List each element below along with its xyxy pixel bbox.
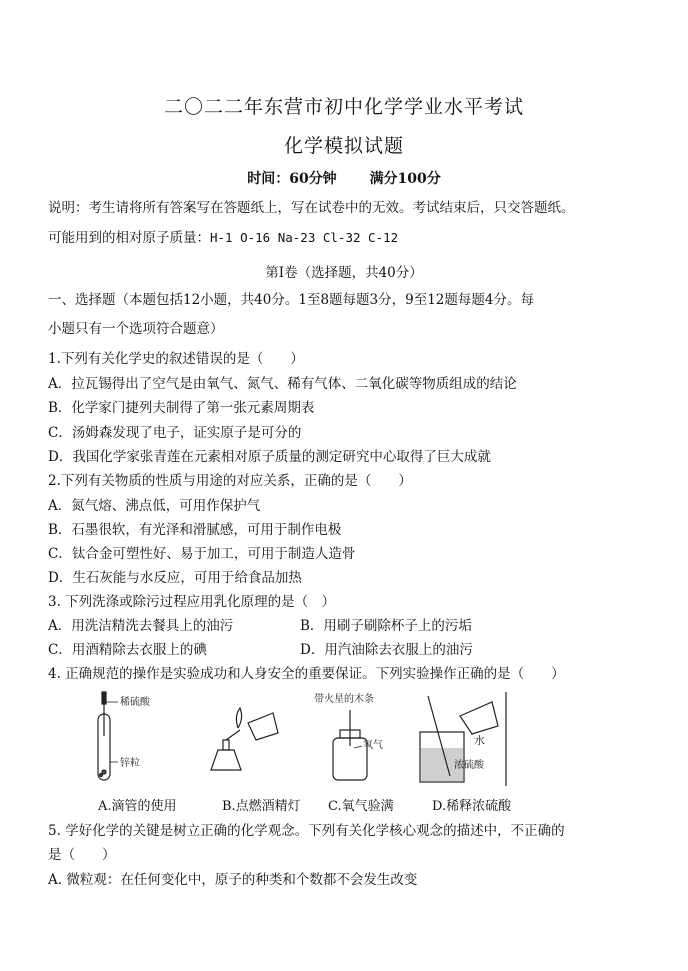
question-5-option-a: A. 微粒观：在任何变化中，原子的种类和个数都不会发生改变	[48, 872, 418, 888]
atomic-mass-line	[48, 229, 398, 247]
figure-c-oxygen-test	[333, 710, 367, 780]
lamp-flame-icon	[236, 708, 241, 728]
question-4-stem: 4. 正确规范的操作是实验成功和人身安全的重要保证。下列实验操作正确的是（ ）	[48, 666, 565, 682]
question-1-option-a: A．拉瓦锡得出了空气是由氧气、氮气、稀有气体、二氧化碳等物质组成的结论	[48, 376, 517, 392]
section-intro-line2: 小题只有一个选项符合题意）	[48, 321, 224, 337]
dropper-bulb	[102, 692, 106, 704]
lamp-lower-neck	[223, 740, 229, 750]
question-5-stem-line2: 是（ ）	[48, 847, 116, 863]
question-2-stem: 2.下列有关物质的性质与用途的对应关系，正确的是（ ）	[48, 473, 412, 489]
instruction-text: 说明：考生请将所有答案写在答题纸上，写在试卷中的无效。考试结束后，只交答题纸。	[48, 200, 575, 216]
lab-operations-figure	[88, 688, 518, 788]
label-water: 水	[474, 734, 485, 747]
atomic-mass-label: 可能用到的相对原子质量：	[48, 230, 210, 246]
lamp-upper-body	[248, 713, 278, 740]
zinc-granule	[100, 774, 103, 777]
label-concentrated-acid: 浓硫酸	[454, 760, 484, 771]
exam-time: 时间：60分钟	[247, 171, 337, 187]
figure-b-alcohol-lamps	[211, 708, 278, 770]
section-intro-line1: 一、选择题（本题包括12小题，共40分。1至8题每题3分，9至12题每题4分。每	[48, 292, 534, 308]
atomic-mass-values: H-1 O-16 Na-23 Cl-32 C-12	[210, 230, 399, 245]
zinc-granule	[102, 770, 106, 774]
question-5-stem-line1: 5. 学好化学的关键是树立正确的化学观念。下列有关化学核心观念的描述中，不正确的	[48, 823, 565, 839]
question-3-option-d: D．用汽油除去衣服上的油污	[300, 642, 473, 658]
exam-subtitle: 化学模拟试题	[283, 135, 404, 157]
label-zinc: 锌粒	[120, 758, 140, 769]
question-1-stem: 1.下列有关化学史的叙述错误的是（ ）	[48, 351, 304, 367]
pouring-cup	[460, 702, 498, 734]
question-2-option-a: A．氮气熔、沸点低，可用作保护气	[48, 498, 261, 514]
question-3-option-b: B．用刷子刷除杯子上的污垢	[300, 618, 472, 634]
question-2-option-c: C．钛合金可塑性好、易于加工，可用于制造人造骨	[48, 546, 356, 562]
figure-a-dropper-test-tube	[98, 692, 118, 780]
exam-title: 二〇二二年东营市初中化学学业水平考试	[163, 96, 524, 118]
question-1-option-d: D．我国化学家张青莲在元素相对原子质量的测定研究中心取得了巨大成就	[48, 449, 491, 465]
exam-score: 满分100分	[369, 171, 441, 187]
label-oxygen: 氧气	[363, 740, 383, 751]
question-3-option-a: A．用洗洁精洗去餐具上的油污	[48, 618, 234, 634]
label-dilute-sulfuric-acid: 稀硫酸	[120, 697, 150, 708]
part-heading: 第Ⅰ卷（选择题，共40分）	[265, 265, 423, 281]
figure-d-dilute-acid	[420, 692, 506, 786]
exam-time-score	[0, 168, 688, 188]
question-1-option-b: B．化学家门捷列夫制得了第一张元素周期表	[48, 400, 315, 416]
question-4-option-a: A.滴管的使用	[98, 799, 177, 814]
question-3-option-c: C．用酒精除去衣服上的碘	[48, 642, 207, 658]
question-4-option-d: D.稀释浓硫酸	[432, 799, 512, 814]
question-2-option-b: B．石墨很软，有光泽和滑腻感，可用于制作电极	[48, 522, 342, 538]
question-3-stem: 3. 下列洗涤或除污过程应用乳化原理的是（ ）	[48, 594, 336, 610]
question-1-option-c: C．汤姆森发现了电子，证实原子是可分的	[48, 425, 302, 441]
lamp-wick	[226, 730, 240, 740]
question-2-option-d: D．生石灰能与水反应，可用于给食品加热	[48, 570, 302, 586]
question-4-option-c: C.氧气验满	[328, 799, 394, 814]
label-glowing-splint: 带火星的木条	[314, 694, 374, 705]
lamp-lower-body	[211, 750, 241, 770]
oxygen-pointer-line	[354, 746, 362, 748]
question-4-option-b: B.点燃酒精灯	[222, 799, 301, 814]
